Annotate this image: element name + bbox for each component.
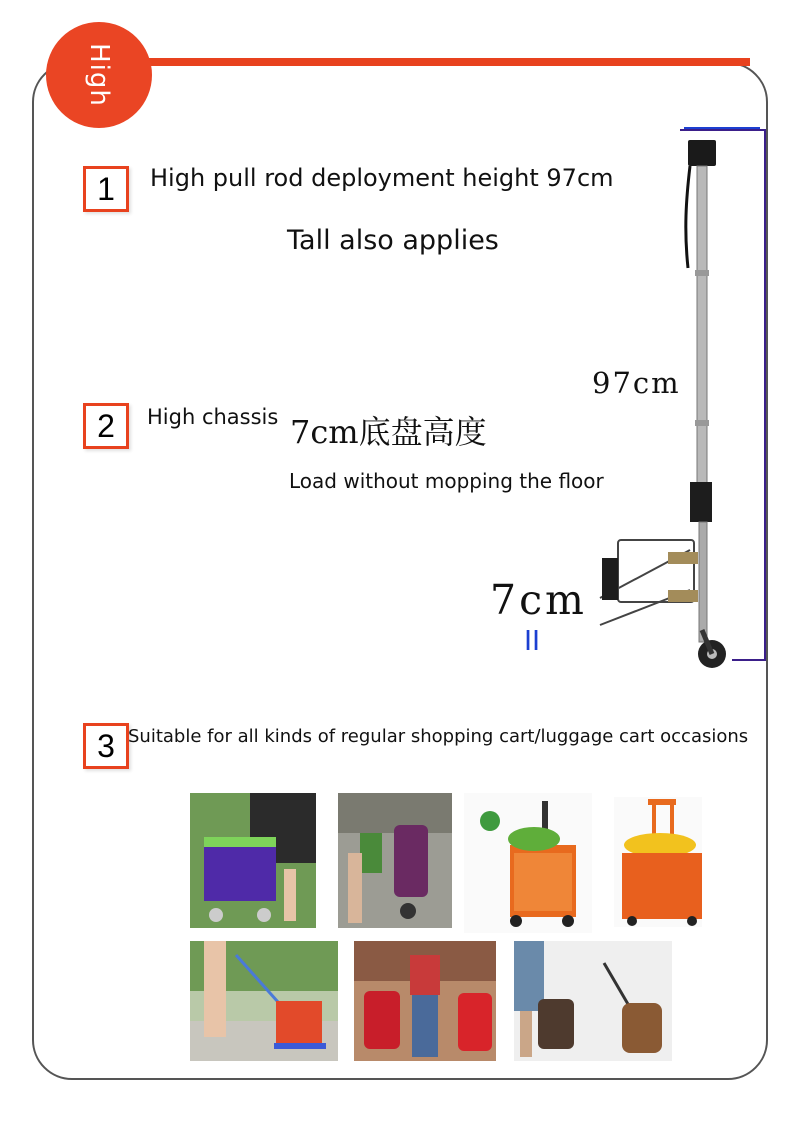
section-1-title: High pull rod deployment height 97cm (150, 164, 614, 192)
section-2-subtitle: Load without mopping the floor (289, 469, 604, 493)
section-2-title: High chassis (147, 405, 279, 429)
purple-basket-cart-photo (190, 793, 316, 928)
strap (686, 166, 690, 268)
brown-luggage-trolley-photo (514, 941, 672, 1061)
purple-bag-cart-photo (338, 793, 452, 928)
section-1-number: 1 (83, 166, 129, 212)
rod-height-label: 97cm (592, 366, 681, 400)
section-2-number: 2 (83, 403, 129, 449)
red-bag-carts-photo (354, 941, 496, 1061)
section-1-subtitle: Tall also applies (287, 225, 499, 256)
orange-crate-vegetables-photo (464, 793, 592, 933)
header-accent-line (148, 58, 750, 66)
trolley-rod-illustration (560, 120, 780, 680)
folding-luggage-cart-photo (190, 941, 338, 1061)
badge-label: High (83, 43, 114, 107)
rod-clamp (690, 482, 712, 522)
chassis-height-label: 7cm (490, 576, 587, 624)
high-badge (46, 22, 152, 128)
pull-rod (697, 166, 707, 496)
dimension-line (680, 128, 765, 660)
chassis-height-cn-label: 7cm底盘高度 (290, 413, 487, 451)
chassis-height-marker: II (524, 625, 541, 657)
handle-grip (688, 140, 716, 166)
section-3-number: 3 (83, 723, 129, 769)
section-3-title: Suitable for all kinds of regular shopping cart/luggage cart occasions (128, 726, 749, 747)
orange-crate-fruit-photo (614, 797, 702, 927)
